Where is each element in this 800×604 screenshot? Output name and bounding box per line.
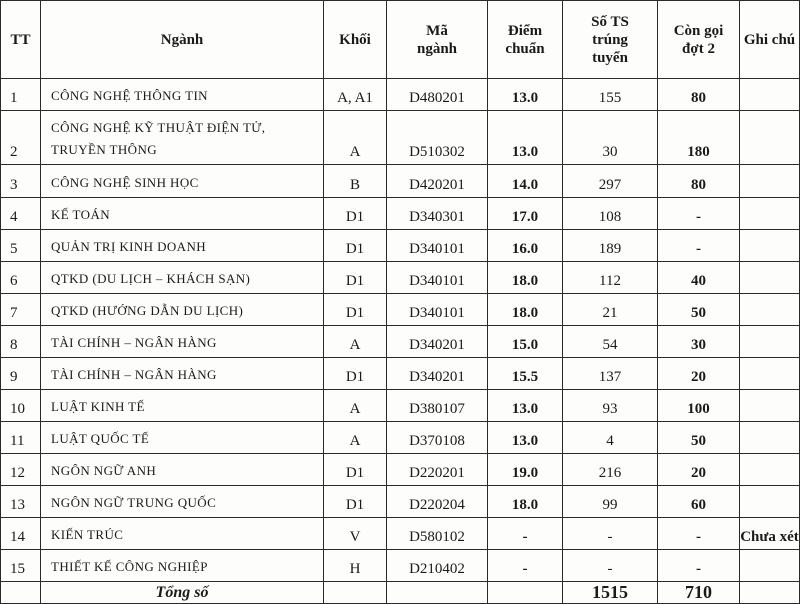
cell-tt: 1 (1, 79, 41, 111)
cell-nganh: TÀI CHÍNH – NGÂN HÀNG (41, 357, 324, 389)
cell-khoi: A (324, 325, 387, 357)
header-diem-chuan: Điểm chuẩn (488, 1, 563, 79)
cell-nganh: CÔNG NGHỆ KỸ THUẬT ĐIỆN TỬ, TRUYỀN THÔNG (41, 111, 324, 165)
cell-diem-chuan: 16.0 (488, 229, 563, 261)
cell-ghi-chu (740, 165, 800, 197)
cell-ghi-chu (740, 453, 800, 485)
cell-ghi-chu (740, 261, 800, 293)
cell-so-ts: 21 (563, 293, 658, 325)
cell-ma-nganh: D370108 (387, 421, 488, 453)
cell-tt: 6 (1, 261, 41, 293)
cell-con-goi: 100 (658, 389, 740, 421)
cell-diem-chuan: 17.0 (488, 197, 563, 229)
cell-con-goi: 50 (658, 421, 740, 453)
cell-so-ts: 4 (563, 421, 658, 453)
header-con-goi: Còn gọi đợt 2 (658, 1, 740, 79)
cell-khoi: D1 (324, 485, 387, 517)
table-body (1, 79, 800, 582)
cell-nganh: QTKD (DU LỊCH – KHÁCH SẠN) (41, 261, 324, 293)
cell-con-goi: - (658, 197, 740, 229)
table-row (1, 165, 800, 197)
cell-con-goi: - (658, 517, 740, 549)
cell-con-goi: 60 (658, 485, 740, 517)
cell-so-ts: 54 (563, 325, 658, 357)
cell-tt: 13 (1, 485, 41, 517)
cell-diem-chuan: - (488, 549, 563, 581)
total-label: Tổng số (41, 582, 324, 604)
cell-nganh: KIẾN TRÚC (41, 517, 324, 549)
cell-nganh: CÔNG NGHỆ THÔNG TIN (41, 79, 324, 111)
cell-ma-nganh: D210402 (387, 549, 488, 581)
cell-nganh: QUẢN TRỊ KINH DOANH (41, 229, 324, 261)
cell-nganh: TÀI CHÍNH – NGÂN HÀNG (41, 325, 324, 357)
cell-ma-nganh: D220201 (387, 453, 488, 485)
total-empty-cell (740, 582, 800, 604)
cell-khoi: B (324, 165, 387, 197)
cell-diem-chuan: 15.0 (488, 325, 563, 357)
cell-con-goi: 30 (658, 325, 740, 357)
cell-ghi-chu (740, 293, 800, 325)
cell-diem-chuan: 13.0 (488, 389, 563, 421)
cell-diem-chuan: 18.0 (488, 293, 563, 325)
table-row (1, 485, 800, 517)
cell-ghi-chu (740, 389, 800, 421)
table-row (1, 549, 800, 581)
cell-so-ts: 108 (563, 197, 658, 229)
table-row (1, 111, 800, 165)
cell-so-ts: 155 (563, 79, 658, 111)
cell-so-ts: 137 (563, 357, 658, 389)
cell-tt: 4 (1, 197, 41, 229)
header-row (1, 1, 800, 79)
header-khoi: Khối (324, 1, 387, 79)
cell-nganh: LUẬT QUỐC TẾ (41, 421, 324, 453)
cell-tt: 2 (1, 111, 41, 165)
cell-khoi: D1 (324, 293, 387, 325)
header-so-ts: Số TS trúng tuyển (563, 1, 658, 79)
total-empty-cell (324, 582, 387, 604)
cell-so-ts: 30 (563, 111, 658, 165)
header-tt: TT (1, 1, 41, 79)
cell-tt: 11 (1, 421, 41, 453)
cell-tt: 7 (1, 293, 41, 325)
cell-diem-chuan: 13.0 (488, 79, 563, 111)
cell-nganh: QTKD (HƯỚNG DẪN DU LỊCH) (41, 293, 324, 325)
cell-con-goi: 180 (658, 111, 740, 165)
cell-so-ts: 99 (563, 485, 658, 517)
cell-khoi: A, A1 (324, 79, 387, 111)
cell-tt: 14 (1, 517, 41, 549)
table-row (1, 389, 800, 421)
cell-tt: 15 (1, 549, 41, 581)
header-ghi-chu: Ghi chú (740, 1, 800, 79)
total-empty-cell (387, 582, 488, 604)
table-row (1, 325, 800, 357)
cell-con-goi: 80 (658, 79, 740, 111)
total-con-goi: 710 (658, 582, 740, 604)
table-row (1, 229, 800, 261)
cell-so-ts: 216 (563, 453, 658, 485)
cell-ma-nganh: D510302 (387, 111, 488, 165)
cell-nganh: NGÔN NGỮ ANH (41, 453, 324, 485)
cell-diem-chuan: 13.0 (488, 111, 563, 165)
cell-so-ts: - (563, 517, 658, 549)
cell-so-ts: 297 (563, 165, 658, 197)
cell-khoi: D1 (324, 197, 387, 229)
total-empty-cell (488, 582, 563, 604)
cell-ma-nganh: D340201 (387, 357, 488, 389)
cell-khoi: D1 (324, 229, 387, 261)
cell-khoi: D1 (324, 261, 387, 293)
cell-ma-nganh: D340101 (387, 293, 488, 325)
cell-ma-nganh: D480201 (387, 79, 488, 111)
table-row (1, 197, 800, 229)
total-empty-cell (1, 582, 41, 604)
header-nganh: Ngành (41, 1, 324, 79)
cell-so-ts: 93 (563, 389, 658, 421)
cell-con-goi: - (658, 229, 740, 261)
cell-khoi: A (324, 389, 387, 421)
table-row (1, 421, 800, 453)
cell-con-goi: 40 (658, 261, 740, 293)
cell-diem-chuan: 13.0 (488, 421, 563, 453)
cell-nganh: CÔNG NGHỆ SINH HỌC (41, 165, 324, 197)
table-row (1, 357, 800, 389)
cell-diem-chuan: 15.5 (488, 357, 563, 389)
cell-ghi-chu (740, 421, 800, 453)
cell-khoi: A (324, 421, 387, 453)
cell-so-ts: 189 (563, 229, 658, 261)
cell-ghi-chu (740, 485, 800, 517)
cell-tt: 5 (1, 229, 41, 261)
cell-diem-chuan: 18.0 (488, 485, 563, 517)
cell-ma-nganh: D340201 (387, 325, 488, 357)
cell-con-goi: 50 (658, 293, 740, 325)
cell-diem-chuan: 14.0 (488, 165, 563, 197)
cell-tt: 10 (1, 389, 41, 421)
cell-ghi-chu: Chưa xét (740, 517, 800, 549)
cell-so-ts: 112 (563, 261, 658, 293)
cell-ma-nganh: D580102 (387, 517, 488, 549)
table-row (1, 517, 800, 549)
table-row (1, 453, 800, 485)
cell-ghi-chu (740, 79, 800, 111)
cell-tt: 8 (1, 325, 41, 357)
cell-ghi-chu (740, 229, 800, 261)
cell-tt: 9 (1, 357, 41, 389)
cell-ma-nganh: D340301 (387, 197, 488, 229)
cell-nganh: LUẬT KINH TẾ (41, 389, 324, 421)
cell-ma-nganh: D380107 (387, 389, 488, 421)
cell-ghi-chu (740, 549, 800, 581)
cell-tt: 3 (1, 165, 41, 197)
cell-so-ts: - (563, 549, 658, 581)
cell-ma-nganh: D220204 (387, 485, 488, 517)
cell-diem-chuan: 19.0 (488, 453, 563, 485)
cell-khoi: A (324, 111, 387, 165)
cell-ghi-chu (740, 197, 800, 229)
cell-diem-chuan: - (488, 517, 563, 549)
cell-ghi-chu (740, 357, 800, 389)
cell-con-goi: - (658, 549, 740, 581)
cell-con-goi: 20 (658, 453, 740, 485)
cell-tt: 12 (1, 453, 41, 485)
cell-con-goi: 20 (658, 357, 740, 389)
cell-diem-chuan: 18.0 (488, 261, 563, 293)
cell-nganh: KẾ TOÁN (41, 197, 324, 229)
cell-nganh: NGÔN NGỮ TRUNG QUỐC (41, 485, 324, 517)
cell-ma-nganh: D340101 (387, 261, 488, 293)
cell-nganh: THIẾT KẾ CÔNG NGHIỆP (41, 549, 324, 581)
header-ma-nganh: Mã ngành (387, 1, 488, 79)
total-row (1, 582, 800, 604)
cell-khoi: D1 (324, 453, 387, 485)
cell-con-goi: 80 (658, 165, 740, 197)
table-row (1, 293, 800, 325)
total-so-ts: 1515 (563, 582, 658, 604)
cell-ma-nganh: D340101 (387, 229, 488, 261)
cell-khoi: H (324, 549, 387, 581)
cell-khoi: V (324, 517, 387, 549)
cell-ghi-chu (740, 325, 800, 357)
cell-ghi-chu (740, 111, 800, 165)
table-row (1, 79, 800, 111)
table-row (1, 261, 800, 293)
cell-ma-nganh: D420201 (387, 165, 488, 197)
cell-khoi: D1 (324, 357, 387, 389)
